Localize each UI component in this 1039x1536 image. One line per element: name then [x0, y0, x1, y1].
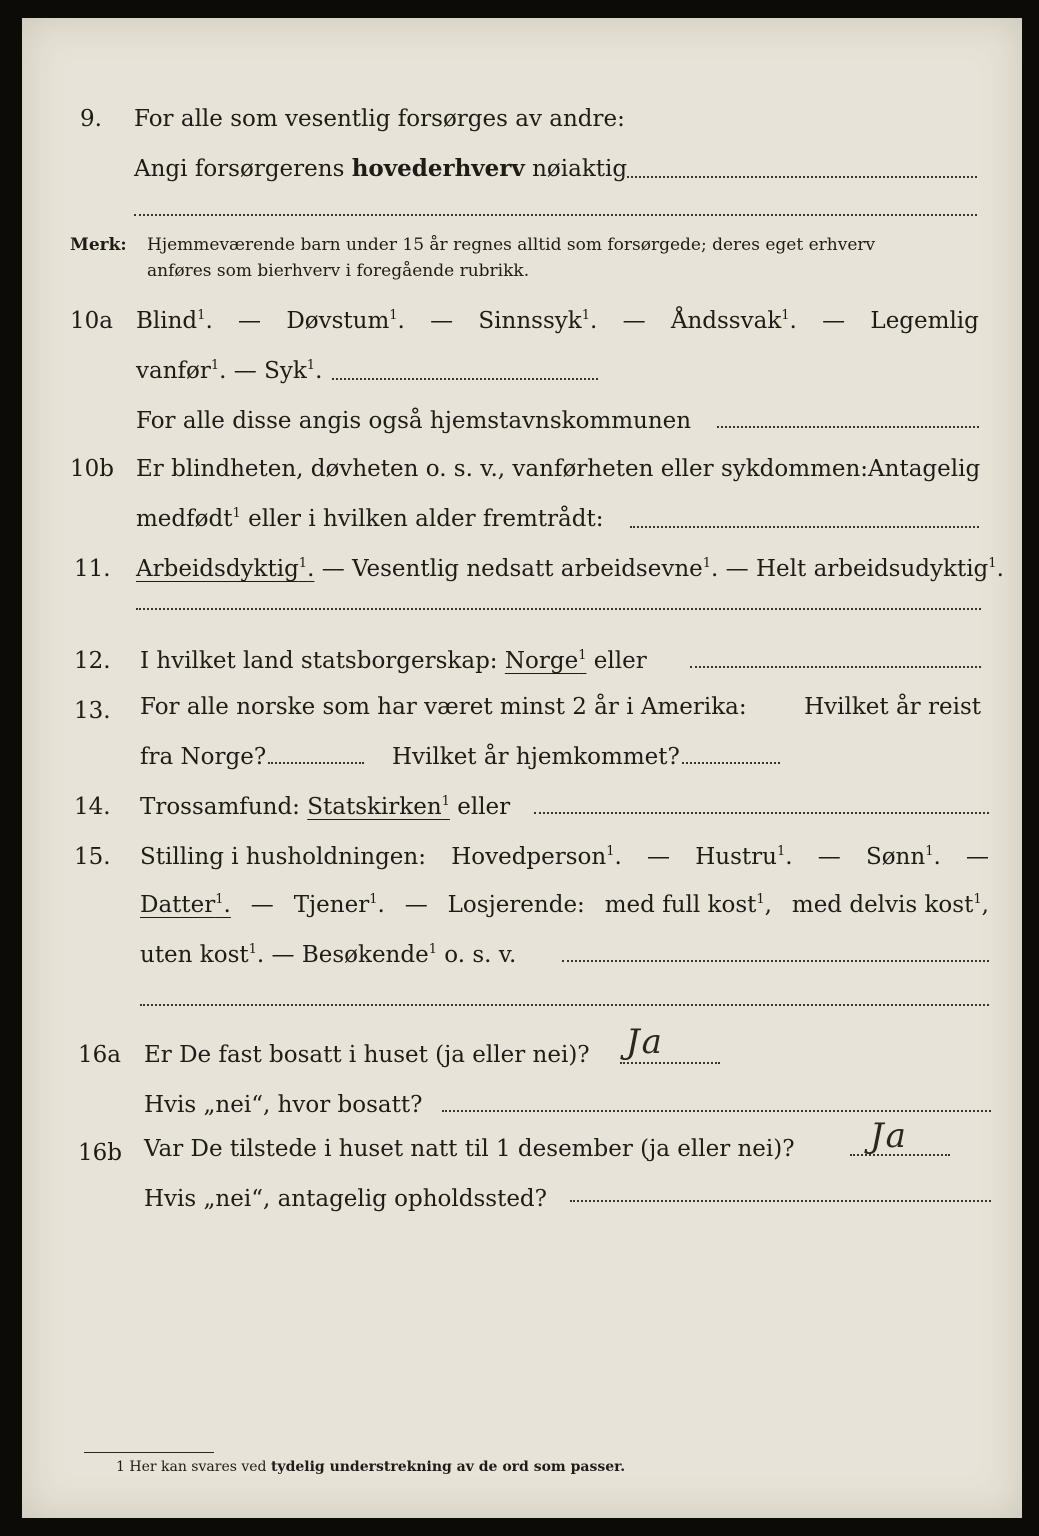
q12-line1: I hvilket land statsborgerskap: Norge$^1$ eller	[140, 648, 647, 674]
q10a-dovstum: Døvstum$^1$.	[286, 308, 405, 334]
q10a-line3: For alle disse angis også hjemstavnskommunen	[136, 408, 692, 434]
q9-answer-field-2[interactable]	[134, 214, 977, 216]
item-number-9: 9.	[80, 106, 102, 132]
item-number-16b: 16b	[78, 1140, 122, 1166]
q16a-line1: Er De fast bosatt i huset (ja eller nei)?	[144, 1042, 590, 1068]
item-number-12: 12.	[74, 648, 111, 674]
q10a-dash: —	[238, 308, 262, 334]
q10a-andssvak: Åndssvak$^1$.	[670, 308, 797, 334]
q10a-hometown-field[interactable]	[717, 426, 979, 428]
q10a-line2: vanfør$^1$. — Syk$^1$.	[136, 358, 323, 384]
q16a-handwritten-answer: Ja	[626, 1022, 664, 1062]
q9-answer-field[interactable]	[622, 176, 977, 178]
q16b-residence-field[interactable]	[570, 1200, 991, 1202]
q9-line2-bold: hovederhverv	[351, 155, 525, 182]
q9-line2	[134, 154, 627, 184]
q15-answer-field[interactable]	[562, 960, 989, 962]
q11-line1: Arbeidsdyktig$^1$. — Vesentlig nedsatt arbeidsevne$^1$. — Helt arbeidsudyktig$^1$.	[136, 556, 1004, 582]
q16a-answer-field[interactable]	[620, 1062, 720, 1064]
q10a-blind: Blind$^1$.	[136, 308, 213, 334]
item-number-10a: 10a	[70, 308, 113, 334]
q9-line2-suffix: nøiaktig	[524, 156, 628, 182]
q15-line3: uten kost$^1$. — Besøkende$^1$ o. s. v.	[140, 942, 517, 968]
item-number-11: 11.	[74, 556, 111, 582]
q14-line1: Trossamfund: Statskirken$^1$ eller	[140, 794, 511, 820]
q10a-dash-3: —	[622, 308, 646, 334]
census-form-page	[22, 18, 1022, 1518]
q10a-sinnssyk: Sinnssyk$^1$.	[478, 308, 598, 334]
q13-departure-year-field[interactable]	[268, 762, 364, 764]
q11-arbeidsdyktig-underlined: Arbeidsdyktig$^1$.	[136, 556, 315, 582]
q12-norge-underlined: Norge$^1$	[504, 648, 587, 674]
q13-return-year-field[interactable]	[682, 762, 780, 764]
q14-answer-field[interactable]	[534, 812, 989, 814]
q10a-legemlig: Legemlig	[870, 308, 979, 334]
q10a-dash-2: —	[430, 308, 454, 334]
q10b-answer-field[interactable]	[630, 526, 979, 528]
q13-line1: For alle norske som har været minst 2 år i Amerika: Hvilket år reist	[140, 694, 981, 720]
q9-line1: For alle som vesentlig forsørges av andre:	[134, 106, 625, 132]
q15-datter-underlined: Datter$^1$.	[140, 892, 231, 918]
item-number-13: 13.	[74, 698, 111, 724]
q10a-answer-field[interactable]	[332, 378, 598, 380]
q16b-line1: Var De tilstede i huset natt til 1 desember (ja eller nei)?	[144, 1136, 795, 1162]
footnote-marker: 1	[116, 1459, 125, 1475]
item-number-10b: 10b	[70, 456, 114, 482]
item-number-16a: 16a	[78, 1042, 121, 1068]
q16a-where-field[interactable]	[442, 1110, 991, 1112]
q12-answer-field[interactable]	[690, 666, 981, 668]
q15-line1: Stilling i husholdningen: Hovedperson$^1$. — Hustru$^1$. — Sønn$^1$. —	[140, 844, 989, 870]
q13-line2a: fra Norge?	[140, 744, 267, 770]
q10b-line1: Er blindheten, døvheten o. s. v., vanførheten eller sykdommen: Antagelig	[136, 456, 981, 482]
q15-line2: Datter$^1$. — Tjener$^1$. — Losjerende: med full kost$^1$, med delvis kost$^1$,	[140, 892, 989, 918]
q9-line2-prefix: Angi forsørgerens	[134, 156, 352, 182]
q16a-line2: Hvis „nei“, hvor bosatt?	[144, 1092, 423, 1118]
merk-text-line2: anføres som bierhverv i foregående rubrikk.	[147, 261, 530, 281]
item-number-15: 15.	[74, 844, 111, 870]
item-number-14: 14.	[74, 794, 111, 820]
q15-answer-field-2[interactable]	[140, 1004, 989, 1006]
q10a-dash-4: —	[822, 308, 846, 334]
footnote: 1 Her kan svares ved tydelig understrekning av de ord som passer.	[116, 1459, 626, 1475]
q11-answer-field[interactable]	[136, 608, 981, 610]
q14-statskirken-underlined: Statskirken$^1$	[307, 794, 450, 820]
footnote-rule	[84, 1452, 214, 1453]
merk-label: Merk:	[70, 235, 127, 255]
q16b-line2: Hvis „nei“, antagelig opholdssted?	[144, 1186, 547, 1212]
q13-line2b: Hvilket år hjemkommet?	[392, 744, 680, 770]
q16b-handwritten-answer: Ja	[870, 1116, 908, 1156]
merk-text-line1: Hjemmeværende barn under 15 år regnes alltid som forsørgede; deres eget erhverv	[147, 235, 876, 255]
q10b-line2: medfødt$^1$ eller i hvilken alder fremtrådt:	[136, 506, 604, 532]
q10a-line1	[136, 306, 979, 336]
